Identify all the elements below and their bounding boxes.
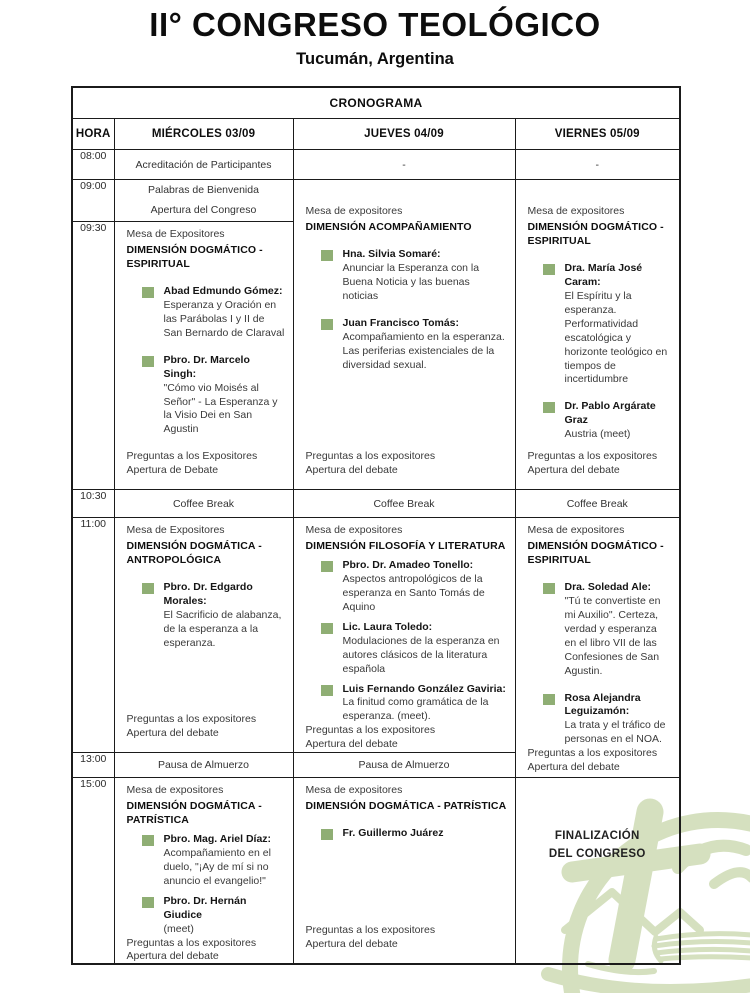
speaker-name: Pbro. Dr. Edgardo Morales:	[163, 580, 253, 607]
speaker-name: Pbro. Dr. Amadeo Tonello:	[342, 558, 474, 571]
speaker-talk: (meet)	[163, 922, 194, 935]
bullet-square-icon	[321, 319, 333, 330]
cell-thu-1500	[293, 778, 515, 964]
schedule-table	[71, 86, 681, 965]
speaker-name: Juan Francisco Tomás:	[342, 316, 460, 329]
session-footer-line: Apertura de Debate	[126, 464, 219, 477]
cell-wed-1100	[114, 518, 293, 753]
speaker-item	[321, 621, 507, 677]
cell-wed-1300: Pausa de Almuerzo	[114, 753, 293, 778]
bullet-square-icon	[321, 685, 333, 696]
column-header-wednesday: MIÉRCOLES 03/09	[114, 119, 293, 150]
session-footer-line: Apertura del debate	[126, 727, 219, 740]
speaker-name: Pbro. Dr. Hernán Giudice	[163, 894, 247, 921]
bullet-square-icon	[321, 829, 333, 840]
cell-fri-1100	[515, 518, 680, 778]
page-title: II° CONGRESO TEOLÓGICO	[149, 6, 601, 43]
speaker-name: Dra. María José Caram:	[564, 261, 643, 288]
session-dimension: DIMENSIÓN DOGMÁTICO - ESPIRITUAL	[126, 243, 263, 270]
cell-fri-0900	[515, 180, 680, 490]
speaker-talk: La finitud como gramática de la esperanza. (meet).	[342, 696, 489, 723]
speaker-name: Luis Fernando González Gaviria:	[342, 682, 506, 695]
session-dimension: DIMENSIÓN DOGMÁTICA - ANTROPOLÓGICA	[126, 539, 262, 566]
bullet-square-icon	[142, 835, 154, 846]
session-dimension: DIMENSIÓN DOGMÁTICA - PATRÍSTICA	[126, 799, 262, 826]
cell-fri-1500	[515, 778, 680, 964]
speaker-item	[321, 317, 507, 373]
session-footer-line: Preguntas a los expositores	[126, 936, 257, 949]
speaker-talk: Austria (meet)	[564, 428, 631, 441]
cell-thu-1100	[293, 518, 515, 753]
bullet-square-icon	[321, 250, 333, 261]
session-intro: Mesa de expositores	[305, 524, 403, 536]
cell-fri-0800: -	[515, 150, 680, 180]
session-footer-line: Preguntas a los expositores	[527, 450, 658, 463]
time-cell-1100: 11:00	[72, 518, 114, 753]
session-dimension: DIMENSIÓN DOGMÁTICA - PATRÍSTICA	[305, 799, 507, 812]
row-1030	[72, 490, 680, 518]
bullet-square-icon	[543, 402, 555, 413]
speaker-talk: "Tú te convertiste en mi Auxilio". Certeza, verdad y esperanza en el libro VII de las Confesiones de San Agustin.	[564, 594, 661, 677]
speaker-item	[543, 400, 672, 442]
session-footer-line: Preguntas a los expositores	[305, 450, 436, 463]
speaker-item	[321, 248, 507, 304]
speaker-talk: La trata y el tráfico de personas en el NOA.	[564, 719, 666, 746]
cell-wed-0900	[114, 180, 293, 222]
session-footer-line: Apertura del debate	[527, 761, 620, 774]
speaker-item	[142, 581, 285, 651]
session-intro: Mesa de Expositores	[126, 228, 225, 240]
speaker-name: Rosa Alejandra Leguizamón:	[564, 691, 641, 718]
speaker-talk: Anunciar la Esperanza con la Buena Noticia y las buenas noticias	[342, 261, 480, 302]
welcome-line2: Apertura del Congreso	[150, 203, 257, 216]
cell-wed-1500	[114, 778, 293, 964]
speaker-name: Pbro. Mag. Ariel Díaz:	[163, 832, 272, 845]
cell-fri-1030: Coffee Break	[515, 490, 680, 518]
bullet-square-icon	[543, 264, 555, 275]
cell-wed-1030: Coffee Break	[114, 490, 293, 518]
speaker-item	[543, 581, 672, 679]
bullet-square-icon	[142, 583, 154, 594]
session-intro: Mesa de expositores	[305, 784, 403, 796]
column-header-hora: HORA	[72, 119, 114, 150]
column-header-thursday: JUEVES 04/09	[293, 119, 515, 150]
bullet-square-icon	[543, 694, 555, 705]
session-footer-line: Apertura del debate	[305, 738, 398, 750]
session-footer-line: Preguntas a los expositores	[305, 724, 436, 737]
session-intro: Mesa de expositores	[527, 205, 625, 217]
session-footer-line: Apertura del debate	[305, 464, 398, 477]
bullet-square-icon	[321, 561, 333, 572]
session-dimension: DIMENSIÓN FILOSOFÍA Y LITERATURA	[305, 539, 506, 552]
bullet-square-icon	[142, 287, 154, 298]
speaker-item	[142, 354, 285, 438]
bullet-square-icon	[142, 897, 154, 908]
session-footer-line: Apertura del debate	[305, 938, 398, 951]
cell-thu-0800: -	[293, 150, 515, 180]
session-dimension: DIMENSIÓN ACOMPAÑAMIENTO	[305, 220, 472, 233]
speaker-item	[321, 559, 507, 615]
row-0900	[72, 180, 680, 222]
session-footer-line: Apertura del debate	[527, 464, 620, 477]
speaker-item	[142, 285, 285, 341]
finalization-line1: FINALIZACIÓN	[554, 830, 640, 842]
speaker-talk: Acompañamiento en la esperanza. Las periferias existenciales de la diversidad sexual.	[342, 330, 505, 371]
session-intro: Mesa de expositores	[305, 205, 403, 217]
session-footer-line: Preguntas a los expositores	[527, 747, 658, 760]
time-cell-1500: 15:00	[72, 778, 114, 964]
session-dimension: DIMENSIÓN DOGMÁTICO - ESPIRITUAL	[527, 539, 664, 566]
bullet-square-icon	[142, 356, 154, 367]
speaker-talk: El Espíritu y la esperanza. Performatividad escatológica y horizonte teológico en tiempos de incertidumbre	[564, 289, 668, 386]
row-1100	[72, 518, 680, 753]
speaker-name: Lic. Laura Toledo:	[342, 620, 433, 633]
document-header	[0, 0, 750, 69]
session-footer-line: Preguntas a los expositores	[126, 713, 257, 726]
column-header-friday: VIERNES 05/09	[515, 119, 680, 150]
column-header-row	[72, 119, 680, 150]
speaker-name: Fr. Guillermo Juárez	[342, 826, 444, 839]
speaker-talk: Esperanza y Oración en las Parábolas I y II de San Bernardo de Claraval	[163, 298, 285, 339]
speaker-talk: El Sacrificio de alabanza, de la esperanza a la esperanza.	[163, 608, 282, 649]
speaker-item	[543, 262, 672, 388]
bullet-square-icon	[543, 583, 555, 594]
cell-wed-0800: Acreditación de Participantes	[114, 150, 293, 180]
bullet-square-icon	[321, 623, 333, 634]
speaker-item	[142, 833, 285, 889]
time-cell-0800: 08:00	[72, 150, 114, 180]
speaker-name: Dr. Pablo Argárate Graz	[564, 400, 656, 427]
speaker-item	[543, 692, 672, 748]
speaker-name: Pbro. Dr. Marcelo Singh:	[163, 353, 250, 380]
speaker-name: Abad Edmundo Gómez:	[163, 284, 283, 297]
time-cell-0900: 09:00	[72, 180, 114, 222]
time-cell-1030: 10:30	[72, 490, 114, 518]
session-footer-line: Preguntas a los expositores	[305, 924, 436, 937]
cell-thu-0900	[293, 180, 515, 490]
speaker-talk: Modulaciones de la esperanza en autores clásicos de la literatura española	[342, 634, 500, 675]
speaker-talk: "Cómo vio Moisés al Señor" - La Esperanza y la Visio Dei en San Agustin	[163, 381, 278, 436]
page-subtitle: Tucumán, Argentina	[296, 50, 454, 68]
row-0800	[72, 150, 680, 180]
speaker-item	[321, 683, 507, 725]
speaker-talk: Acompañamiento en el duelo, "¡Ay de mí si no anuncio el evangelio!"	[163, 846, 271, 887]
session-dimension: DIMENSIÓN DOGMÁTICO - ESPIRITUAL	[527, 220, 664, 247]
speaker-item	[321, 827, 507, 841]
speaker-item	[142, 895, 285, 937]
time-cell-1300: 13:00	[72, 753, 114, 778]
session-intro: Mesa de expositores	[126, 784, 224, 796]
speaker-name: Hna. Silvia Somaré:	[342, 247, 441, 260]
finalization-line2: DEL CONGRESO	[548, 847, 646, 860]
cell-thu-1300: Pausa de Almuerzo	[293, 753, 515, 778]
speaker-name: Dra. Soledad Ale:	[564, 580, 652, 593]
row-1500	[72, 778, 680, 964]
table-title: CRONOGRAMA	[72, 87, 680, 119]
cell-wed-0930	[114, 222, 293, 490]
speaker-talk: Aspectos antropológicos de la esperanza en Santo Tomás de Aquino	[342, 572, 485, 613]
time-cell-0930: 09:30	[72, 222, 114, 490]
session-intro: Mesa de expositores	[527, 524, 625, 536]
cell-thu-1030: Coffee Break	[293, 490, 515, 518]
session-footer-line: Preguntas a los Expositores	[126, 450, 258, 463]
session-footer-line: Apertura del debate	[126, 950, 219, 961]
session-intro: Mesa de Expositores	[126, 524, 225, 536]
welcome-line1: Palabras de Bienvenida	[148, 183, 259, 196]
table-title-row	[72, 87, 680, 119]
